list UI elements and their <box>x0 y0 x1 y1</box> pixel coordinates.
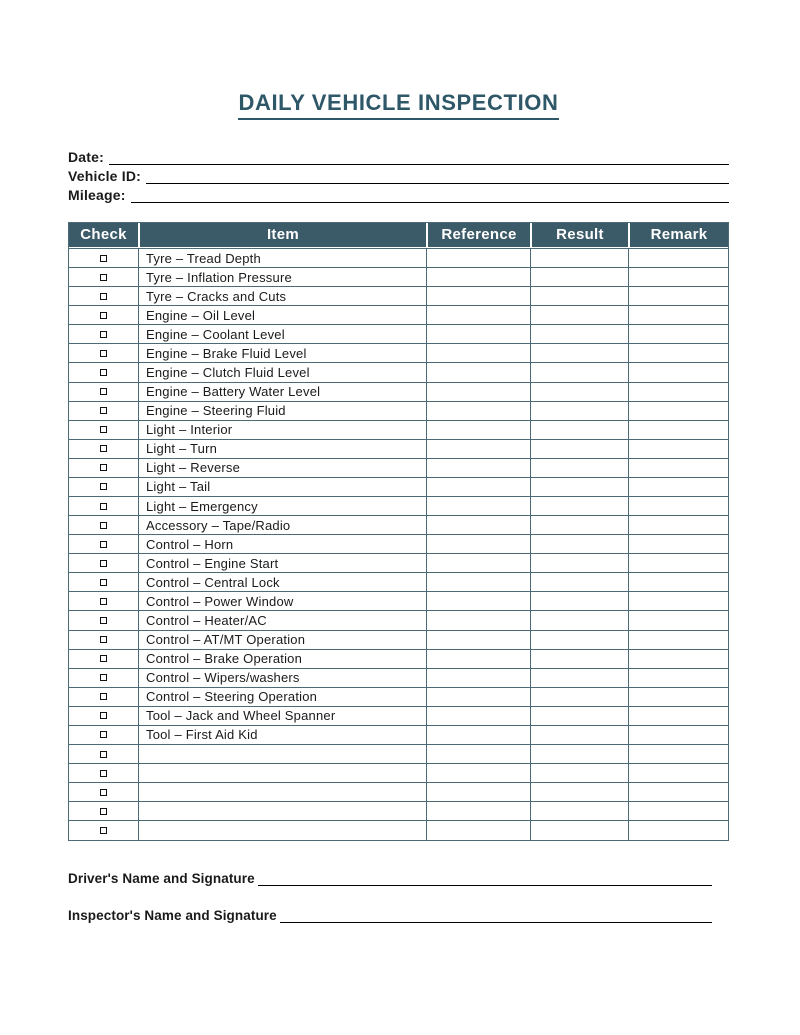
item-cell[interactable]: Accessory – Tape/Radio <box>138 516 426 534</box>
table-row <box>69 421 728 440</box>
remark-cell[interactable] <box>628 363 728 381</box>
remark-cell[interactable] <box>628 631 728 649</box>
item-cell[interactable]: Light – Interior <box>138 421 426 439</box>
check-cell <box>69 535 138 553</box>
remark-cell[interactable] <box>628 421 728 439</box>
result-cell[interactable] <box>530 306 628 324</box>
item-cell[interactable]: Control – Engine Start <box>138 554 426 572</box>
table-row <box>69 306 728 325</box>
check-cell <box>69 421 138 439</box>
remark-cell[interactable] <box>628 573 728 591</box>
inspection-table-body <box>69 248 728 840</box>
header-check: Check <box>80 226 127 243</box>
result-cell[interactable] <box>530 363 628 381</box>
item-cell[interactable]: Tool – First Aid Kid <box>138 726 426 744</box>
remark-cell[interactable] <box>628 440 728 458</box>
header-remark: Remark <box>628 223 728 247</box>
result-cell[interactable] <box>530 249 628 267</box>
checkbox-icon[interactable] <box>100 636 107 643</box>
header-item: Item <box>138 223 426 247</box>
item-cell[interactable]: Light – Tail <box>138 478 426 496</box>
reference-cell[interactable] <box>426 631 530 649</box>
check-cell <box>69 745 138 763</box>
checkbox-icon[interactable] <box>100 598 107 605</box>
table-row <box>69 440 728 459</box>
date-label: Date: <box>68 149 105 165</box>
result-cell[interactable] <box>530 650 628 668</box>
table-row <box>69 516 728 535</box>
item-cell[interactable]: Control – Brake Operation <box>138 650 426 668</box>
check-cell <box>69 516 138 534</box>
checkbox-icon[interactable] <box>100 312 107 319</box>
table-row <box>69 707 728 726</box>
reference-cell[interactable] <box>426 306 530 324</box>
table-row <box>69 344 728 363</box>
checkbox-icon[interactable] <box>100 407 107 414</box>
remark-cell[interactable] <box>628 650 728 668</box>
inspector-signature-line[interactable] <box>280 909 712 923</box>
item-cell[interactable]: Control – AT/MT Operation <box>138 631 426 649</box>
reference-cell[interactable] <box>426 592 530 610</box>
remark-cell[interactable] <box>628 287 728 305</box>
driver-signature-line[interactable] <box>258 872 712 886</box>
item-cell[interactable] <box>138 745 426 763</box>
remark-cell[interactable] <box>628 611 728 629</box>
reference-cell[interactable] <box>426 745 530 763</box>
inspector-signature-row <box>68 905 712 923</box>
check-cell <box>69 707 138 725</box>
inspection-table <box>68 222 729 841</box>
check-cell <box>69 592 138 610</box>
reference-cell[interactable] <box>426 516 530 534</box>
remark-cell[interactable] <box>628 325 728 343</box>
table-row <box>69 459 728 478</box>
item-cell[interactable]: Tyre – Inflation Pressure <box>138 268 426 286</box>
item-cell[interactable]: Tyre – Cracks and Cuts <box>138 287 426 305</box>
table-row <box>69 363 728 382</box>
item-cell[interactable]: Tyre – Tread Depth <box>138 249 426 267</box>
item-cell[interactable]: Control – Central Lock <box>138 573 426 591</box>
checkbox-icon[interactable] <box>100 331 107 338</box>
table-row <box>69 592 728 611</box>
checkbox-icon[interactable] <box>100 293 107 300</box>
remark-cell[interactable] <box>628 821 728 840</box>
mileage-field-row <box>68 184 729 203</box>
remark-cell[interactable] <box>628 268 728 286</box>
result-cell[interactable] <box>530 821 628 840</box>
result-cell[interactable] <box>530 764 628 782</box>
check-cell <box>69 268 138 286</box>
check-cell <box>69 802 138 820</box>
table-row <box>69 383 728 402</box>
result-cell[interactable] <box>530 783 628 801</box>
check-cell <box>69 363 138 381</box>
inspector-signature-label: Inspector's Name and Signature <box>68 908 277 924</box>
reference-cell[interactable] <box>426 402 530 420</box>
vehicle-id-input-line[interactable] <box>146 169 729 184</box>
item-cell[interactable] <box>138 802 426 820</box>
check-cell <box>69 287 138 305</box>
remark-cell[interactable] <box>628 402 728 420</box>
check-cell <box>69 611 138 629</box>
reference-cell[interactable] <box>426 478 530 496</box>
reference-cell[interactable] <box>426 573 530 591</box>
result-cell[interactable] <box>530 611 628 629</box>
date-input-line[interactable] <box>109 150 729 165</box>
remark-cell[interactable] <box>628 592 728 610</box>
remark-cell[interactable] <box>628 726 728 744</box>
vehicle-id-label: Vehicle ID: <box>68 168 142 184</box>
result-cell[interactable] <box>530 554 628 572</box>
result-cell[interactable] <box>530 707 628 725</box>
table-row <box>69 688 728 707</box>
driver-signature-label: Driver's Name and Signature <box>68 871 255 887</box>
reference-cell[interactable] <box>426 344 530 362</box>
item-cell[interactable] <box>138 821 426 840</box>
table-row <box>69 783 728 802</box>
table-header-row <box>69 223 728 248</box>
item-cell[interactable]: Light – Reverse <box>138 459 426 477</box>
checkbox-icon[interactable] <box>100 808 107 815</box>
result-cell[interactable] <box>530 383 628 401</box>
checkbox-icon[interactable] <box>100 274 107 281</box>
item-cell[interactable] <box>138 783 426 801</box>
mileage-input-line[interactable] <box>131 188 729 203</box>
reference-cell[interactable] <box>426 783 530 801</box>
reference-cell[interactable] <box>426 764 530 782</box>
reference-cell[interactable] <box>426 421 530 439</box>
remark-cell[interactable] <box>628 783 728 801</box>
checkbox-icon[interactable] <box>100 483 107 490</box>
reference-cell[interactable] <box>426 802 530 820</box>
check-cell <box>69 669 138 687</box>
reference-cell[interactable] <box>426 669 530 687</box>
table-row <box>69 497 728 516</box>
check-cell <box>69 440 138 458</box>
checkbox-icon[interactable] <box>100 369 107 376</box>
item-cell[interactable]: Control – Horn <box>138 535 426 553</box>
remark-cell[interactable] <box>628 745 728 763</box>
checkbox-icon[interactable] <box>100 674 107 681</box>
reference-cell[interactable] <box>426 383 530 401</box>
reference-cell[interactable] <box>426 325 530 343</box>
result-cell[interactable] <box>530 325 628 343</box>
mileage-label: Mileage: <box>68 187 126 203</box>
result-cell[interactable] <box>530 344 628 362</box>
result-cell[interactable] <box>530 459 628 477</box>
result-cell[interactable] <box>530 268 628 286</box>
check-cell <box>69 402 138 420</box>
table-row <box>69 669 728 688</box>
checkbox-icon[interactable] <box>100 751 107 758</box>
remark-cell[interactable] <box>628 249 728 267</box>
remark-cell[interactable] <box>628 383 728 401</box>
item-cell[interactable]: Light – Turn <box>138 440 426 458</box>
remark-cell[interactable] <box>628 707 728 725</box>
item-cell[interactable]: Control – Heater/AC <box>138 611 426 629</box>
header-reference: Reference <box>426 223 530 247</box>
header-result: Result <box>530 223 628 247</box>
remark-cell[interactable] <box>628 459 728 477</box>
table-row <box>69 764 728 783</box>
checkbox-icon[interactable] <box>100 693 107 700</box>
signature-section <box>68 868 729 923</box>
check-cell <box>69 783 138 801</box>
checkbox-icon[interactable] <box>100 617 107 624</box>
checkbox-icon[interactable] <box>100 255 107 262</box>
reference-cell[interactable] <box>426 440 530 458</box>
remark-cell[interactable] <box>628 344 728 362</box>
check-cell <box>69 306 138 324</box>
check-cell <box>69 325 138 343</box>
result-cell[interactable] <box>530 688 628 706</box>
result-cell[interactable] <box>530 440 628 458</box>
reference-cell[interactable] <box>426 535 530 553</box>
check-cell <box>69 688 138 706</box>
header-fields <box>68 146 729 203</box>
result-cell[interactable] <box>530 592 628 610</box>
result-cell[interactable] <box>530 669 628 687</box>
checkbox-icon[interactable] <box>100 464 107 471</box>
check-cell <box>69 497 138 515</box>
vehicle-id-field-row <box>68 165 729 184</box>
result-cell[interactable] <box>530 421 628 439</box>
result-cell[interactable] <box>530 573 628 591</box>
remark-cell[interactable] <box>628 306 728 324</box>
result-cell[interactable] <box>530 516 628 534</box>
remark-cell[interactable] <box>628 535 728 553</box>
reference-cell[interactable] <box>426 497 530 515</box>
check-cell <box>69 631 138 649</box>
check-cell <box>69 554 138 572</box>
reference-cell[interactable] <box>426 688 530 706</box>
check-cell <box>69 764 138 782</box>
remark-cell[interactable] <box>628 764 728 782</box>
item-cell[interactable]: Light – Emergency <box>138 497 426 515</box>
item-cell[interactable]: Control – Steering Operation <box>138 688 426 706</box>
checkbox-icon[interactable] <box>100 731 107 738</box>
reference-cell[interactable] <box>426 554 530 572</box>
result-cell[interactable] <box>530 745 628 763</box>
table-row <box>69 249 728 268</box>
table-row <box>69 535 728 554</box>
check-cell <box>69 650 138 668</box>
table-row <box>69 650 728 669</box>
reference-cell[interactable] <box>426 268 530 286</box>
checkbox-icon[interactable] <box>100 560 107 567</box>
title-section <box>68 90 729 120</box>
item-cell[interactable]: Engine – Oil Level <box>138 306 426 324</box>
table-row <box>69 726 728 745</box>
table-row <box>69 802 728 821</box>
reference-cell[interactable] <box>426 726 530 744</box>
driver-signature-row <box>68 868 712 886</box>
checkbox-icon[interactable] <box>100 503 107 510</box>
checkbox-icon[interactable] <box>100 789 107 796</box>
item-cell[interactable]: Tool – Jack and Wheel Spanner <box>138 707 426 725</box>
checkbox-icon[interactable] <box>100 770 107 777</box>
result-cell[interactable] <box>530 726 628 744</box>
checkbox-icon[interactable] <box>100 579 107 586</box>
table-row <box>69 402 728 421</box>
reference-cell[interactable] <box>426 821 530 840</box>
check-cell <box>69 383 138 401</box>
date-field-row <box>68 146 729 165</box>
item-cell[interactable]: Engine – Brake Fluid Level <box>138 344 426 362</box>
table-row <box>69 745 728 764</box>
item-cell[interactable]: Engine – Clutch Fluid Level <box>138 363 426 381</box>
table-row <box>69 554 728 573</box>
checkbox-icon[interactable] <box>100 426 107 433</box>
item-cell[interactable] <box>138 764 426 782</box>
checkbox-icon[interactable] <box>100 712 107 719</box>
remark-cell[interactable] <box>628 554 728 572</box>
checkbox-icon[interactable] <box>100 522 107 529</box>
checkbox-icon[interactable] <box>100 655 107 662</box>
remark-cell[interactable] <box>628 497 728 515</box>
table-row <box>69 821 728 840</box>
result-cell[interactable] <box>530 535 628 553</box>
reference-cell[interactable] <box>426 287 530 305</box>
check-cell <box>69 459 138 477</box>
reference-cell[interactable] <box>426 707 530 725</box>
reference-cell[interactable] <box>426 459 530 477</box>
table-row <box>69 325 728 344</box>
table-row <box>69 268 728 287</box>
reference-cell[interactable] <box>426 363 530 381</box>
result-cell[interactable] <box>530 631 628 649</box>
remark-cell[interactable] <box>628 802 728 820</box>
table-row <box>69 287 728 306</box>
result-cell[interactable] <box>530 497 628 515</box>
result-cell[interactable] <box>530 287 628 305</box>
checkbox-icon[interactable] <box>100 541 107 548</box>
checkbox-icon[interactable] <box>100 445 107 452</box>
table-row <box>69 611 728 630</box>
result-cell[interactable] <box>530 402 628 420</box>
checkbox-icon[interactable] <box>100 827 107 834</box>
item-cell[interactable]: Engine – Steering Fluid <box>138 402 426 420</box>
table-row <box>69 573 728 592</box>
table-row <box>69 478 728 497</box>
reference-cell[interactable] <box>426 249 530 267</box>
result-cell[interactable] <box>530 478 628 496</box>
page-title: DAILY VEHICLE INSPECTION <box>238 90 558 120</box>
checkbox-icon[interactable] <box>100 350 107 357</box>
item-cell[interactable]: Control – Power Window <box>138 592 426 610</box>
check-cell <box>69 344 138 362</box>
checkbox-icon[interactable] <box>100 388 107 395</box>
check-cell <box>69 478 138 496</box>
item-cell[interactable]: Engine – Battery Water Level <box>138 383 426 401</box>
check-cell <box>69 821 138 840</box>
check-cell <box>69 249 138 267</box>
result-cell[interactable] <box>530 802 628 820</box>
remark-cell[interactable] <box>628 516 728 534</box>
item-cell[interactable]: Engine – Coolant Level <box>138 325 426 343</box>
check-cell <box>69 726 138 744</box>
remark-cell[interactable] <box>628 669 728 687</box>
remark-cell[interactable] <box>628 688 728 706</box>
reference-cell[interactable] <box>426 650 530 668</box>
check-cell <box>69 573 138 591</box>
table-row <box>69 631 728 650</box>
remark-cell[interactable] <box>628 478 728 496</box>
reference-cell[interactable] <box>426 611 530 629</box>
item-cell[interactable]: Control – Wipers/washers <box>138 669 426 687</box>
